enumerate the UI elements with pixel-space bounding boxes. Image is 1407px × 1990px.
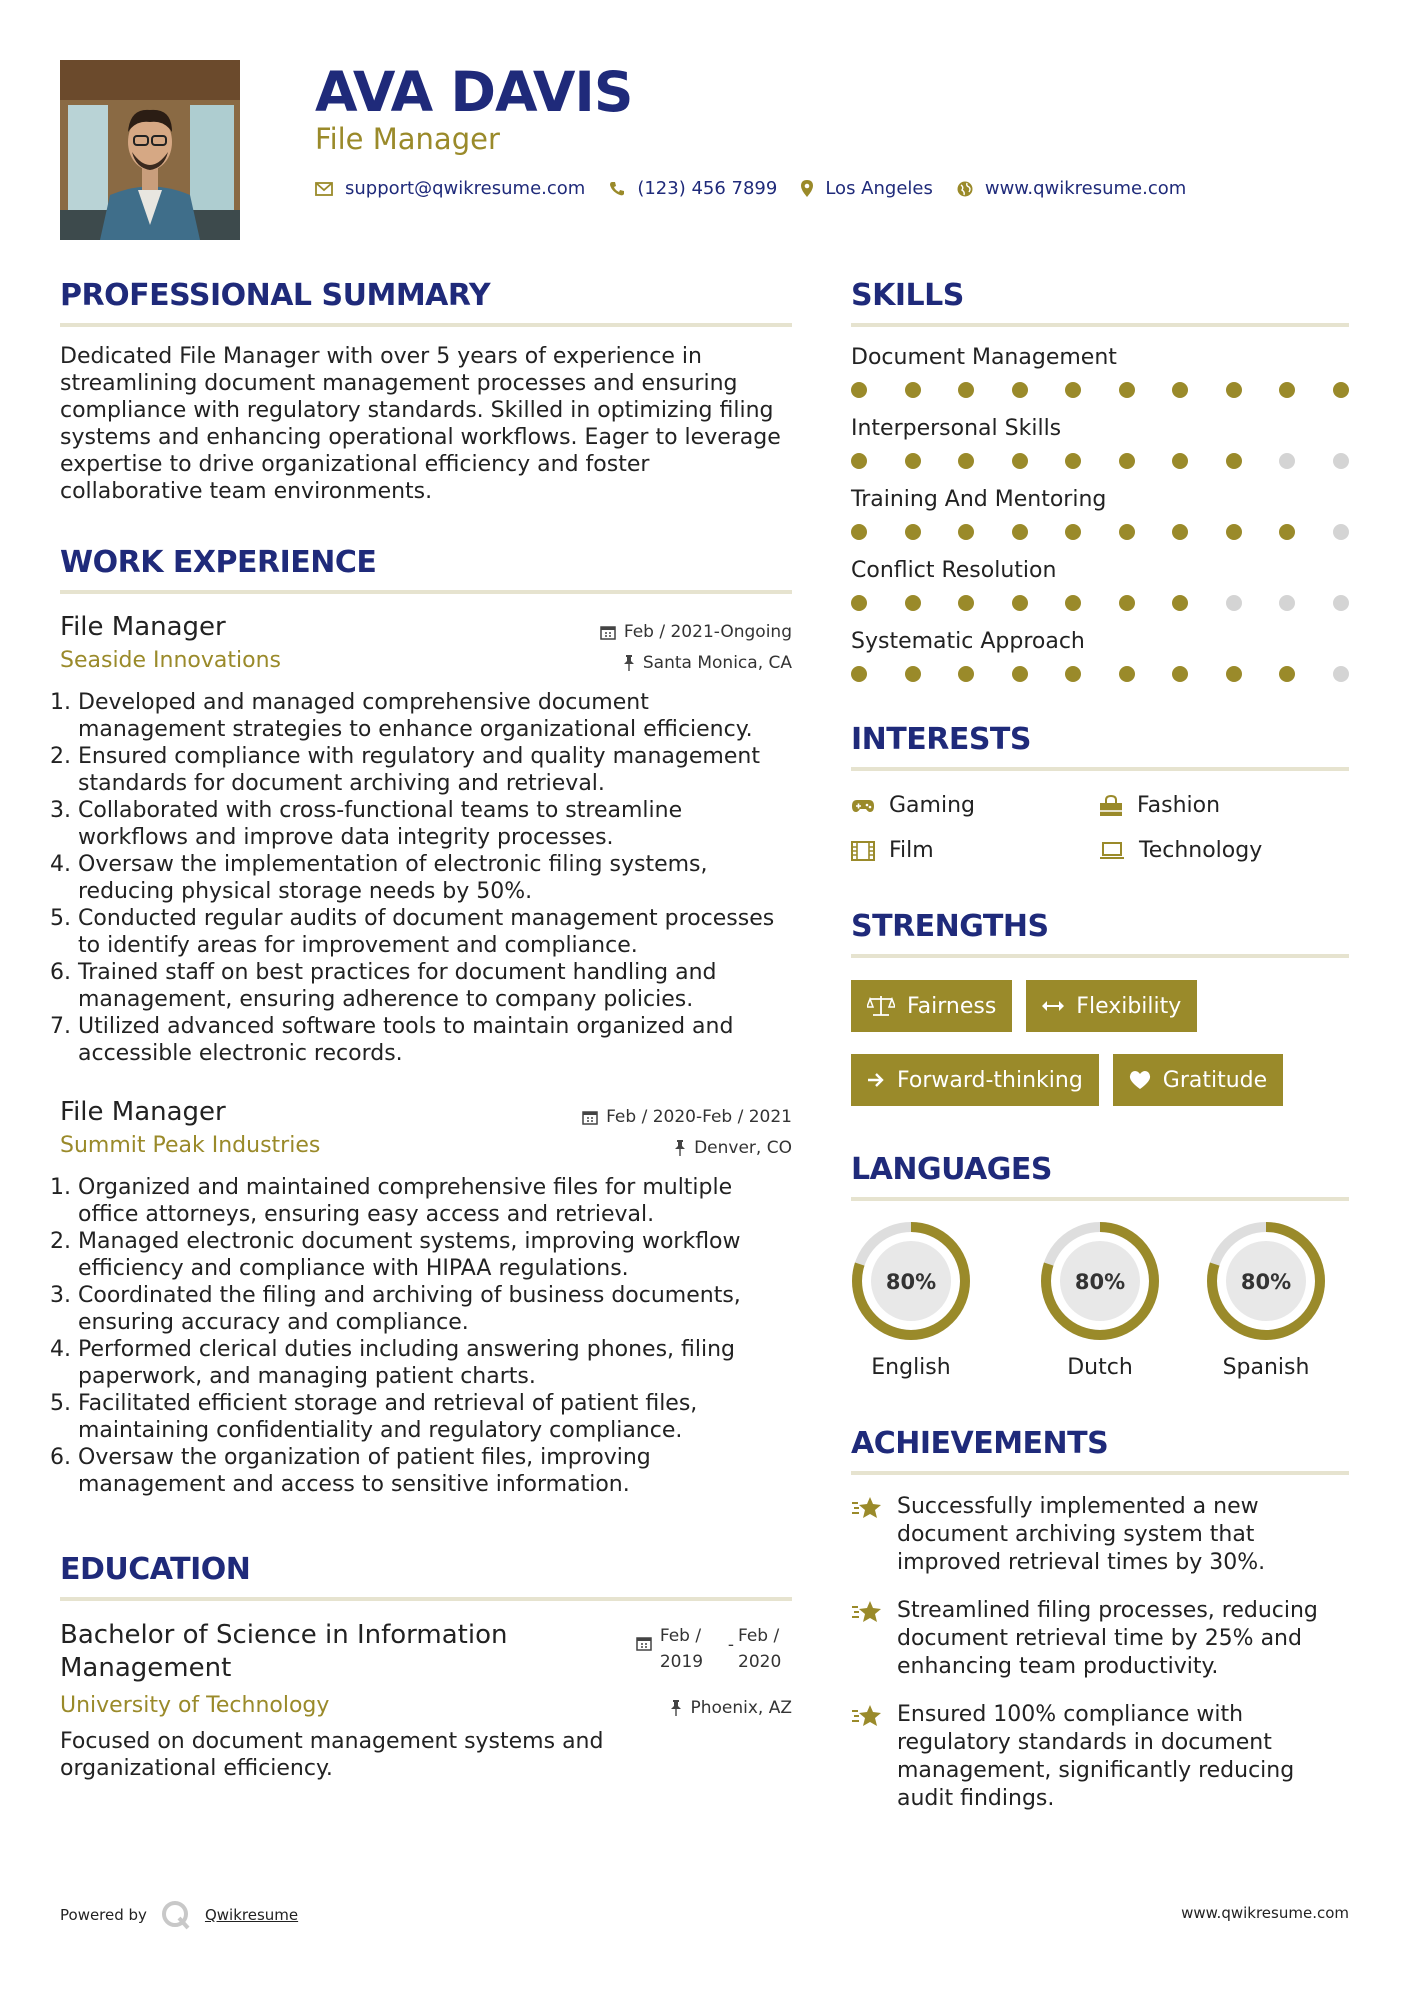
rating-dot-filled [1172, 453, 1188, 469]
language-ring [1040, 1221, 1160, 1341]
rating-dot-filled [1119, 382, 1135, 398]
rating-dot-filled [1119, 524, 1135, 540]
experience-section [60, 545, 792, 1498]
rating-dot-filled [1012, 524, 1028, 540]
rating-dot-filled [1172, 666, 1188, 682]
map-pin-icon [801, 180, 813, 197]
job-location-text: Santa Monica, CA [642, 653, 792, 673]
skills-list [851, 345, 1349, 682]
language-name: Dutch [1067, 1355, 1133, 1380]
skill-item [851, 487, 1349, 540]
laptop-icon [1099, 842, 1125, 860]
job-entry [60, 1097, 792, 1498]
skill-name: Conflict Resolution [851, 558, 1057, 583]
candidate-name: AVA DAVIS [315, 60, 633, 124]
job-date [600, 622, 792, 642]
skill-name: Training And Mentoring [851, 487, 1107, 512]
rating-dot-filled [1012, 595, 1028, 611]
rating-dot-filled [1012, 382, 1028, 398]
strengths-section [851, 909, 1349, 1106]
job-location [674, 1138, 792, 1158]
language-item [1183, 1221, 1349, 1380]
list-item: 7. Utilized advanced software tools to maintain organized and accessible electronic records. [78, 1013, 792, 1067]
strengths-heading: STRENGTHS [851, 909, 1049, 944]
qwikresume-logo-icon [161, 1900, 191, 1930]
rating-dot-filled [905, 524, 921, 540]
language-percent: 80% [1074, 1270, 1126, 1294]
skill-rating [851, 382, 1349, 398]
arrow-right-icon [867, 1072, 885, 1088]
rating-dot-empty [1279, 595, 1295, 611]
achievements-heading: ACHIEVEMENTS [851, 1426, 1109, 1461]
strength-chip [851, 980, 1012, 1032]
list-item: 3. Collaborated with cross-functional teams to streamline workflows and improve data integrity processes. [78, 797, 792, 851]
skill-rating [851, 595, 1349, 611]
strengths-list [851, 980, 1349, 1106]
pushpin-icon [670, 1700, 682, 1716]
shopping-bag-icon [1099, 795, 1123, 817]
rating-dot-filled [1119, 666, 1135, 682]
achievement-item [851, 1597, 1349, 1681]
skills-section [851, 278, 1349, 682]
language-ring [1206, 1221, 1326, 1341]
shooting-star-icon [851, 1599, 883, 1625]
rating-dot-filled [851, 524, 867, 540]
section-divider [60, 590, 792, 594]
skill-rating [851, 524, 1349, 540]
interest-item [1099, 838, 1349, 863]
language-name: Spanish [1222, 1355, 1310, 1380]
strength-chip [851, 1054, 1099, 1106]
phone-icon [609, 181, 625, 197]
company-name: Seaside Innovations [60, 648, 281, 673]
list-item: 3. Coordinated the filing and archiving of business documents, ensuring accuracy and compliance. [78, 1282, 792, 1336]
envelope-icon [315, 182, 333, 196]
right-column [851, 278, 1349, 1813]
interest-item [851, 793, 1099, 818]
rating-dot-filled [1012, 453, 1028, 469]
rating-dot-filled [1065, 524, 1081, 540]
interests-section [851, 722, 1349, 863]
list-item: 5. Conducted regular audits of document management processes to identify areas for improvement and compliance. [78, 905, 792, 959]
language-item [1017, 1221, 1183, 1380]
interest-label: Gaming [889, 793, 975, 818]
strength-label: Fairness [907, 993, 997, 1019]
scale-icon [867, 995, 895, 1017]
experience-heading: WORK EXPERIENCE [60, 545, 377, 580]
profile-photo [60, 60, 240, 240]
section-divider [851, 767, 1349, 771]
rating-dot-filled [1119, 595, 1135, 611]
list-item: 1. Organized and maintained comprehensive files for multiple office attorneys, ensuring easy access and retrieval. [78, 1174, 792, 1228]
skill-name: Systematic Approach [851, 629, 1085, 654]
calendar-icon [582, 1109, 598, 1125]
job-location-text: Denver, CO [694, 1138, 792, 1158]
section-divider [60, 1597, 792, 1601]
footer-powered-by [60, 1900, 298, 1930]
strength-label: Forward-thinking [897, 1067, 1083, 1093]
languages-heading: LANGUAGES [851, 1152, 1052, 1187]
email-link[interactable]: support@qwikresume.com [345, 178, 586, 199]
arrows-horizontal-icon [1042, 1000, 1064, 1012]
website-link[interactable]: www.qwikresume.com [984, 178, 1187, 199]
education-start-date: Feb / 2019 [659, 1626, 704, 1672]
pushpin-icon [623, 655, 635, 671]
section-divider [60, 323, 792, 327]
rating-dot-filled [1172, 595, 1188, 611]
school-location-text: Phoenix, AZ [690, 1698, 792, 1718]
list-item: 1. Developed and managed comprehensive document management strategies to enhance organizational efficiency. [78, 689, 792, 743]
language-percent: 80% [1240, 1270, 1292, 1294]
skill-item [851, 345, 1349, 398]
skills-heading: SKILLS [851, 278, 964, 313]
rating-dot-empty [1226, 595, 1242, 611]
language-percent: 80% [885, 1270, 937, 1294]
section-divider [851, 323, 1349, 327]
shooting-star-icon [851, 1703, 883, 1729]
calendar-icon [600, 624, 616, 640]
rating-dot-filled [851, 382, 867, 398]
rating-dot-filled [1119, 453, 1135, 469]
languages-section [851, 1152, 1349, 1380]
rating-dot-filled [905, 453, 921, 469]
rating-dot-filled [905, 666, 921, 682]
list-item: 4. Performed clerical duties including answering phones, filing paperwork, and managing patient charts. [78, 1336, 792, 1390]
skill-name: Interpersonal Skills [851, 416, 1062, 441]
rating-dot-empty [1333, 666, 1349, 682]
rating-dot-filled [905, 595, 921, 611]
rating-dot-filled [1012, 666, 1028, 682]
skill-name: Document Management [851, 345, 1117, 370]
rating-dot-filled [905, 382, 921, 398]
job-entry [60, 612, 792, 1067]
degree-title: Bachelor of Science in Information Management [60, 1620, 508, 1683]
interest-label: Technology [1139, 838, 1263, 863]
interests-heading: INTERESTS [851, 722, 1031, 757]
pushpin-icon [674, 1140, 686, 1156]
education-end-date: Feb / 2020 [738, 1626, 782, 1672]
phone-text[interactable]: (123) 456 7899 [637, 178, 778, 199]
job-bullets [60, 689, 792, 1067]
interest-item [851, 838, 1099, 863]
languages-list [851, 1221, 1349, 1380]
rating-dot-filled [1279, 524, 1295, 540]
rating-dot-filled [851, 595, 867, 611]
rating-dot-filled [851, 666, 867, 682]
rating-dot-filled [1065, 453, 1081, 469]
strength-label: Flexibility [1076, 993, 1182, 1019]
summary-heading: PROFESSIONAL SUMMARY [60, 278, 491, 313]
powered-by-text: Powered by [60, 1906, 147, 1924]
rating-dot-filled [958, 453, 974, 469]
footer-website[interactable]: www.qwikresume.com [1181, 1904, 1349, 1922]
heart-icon [1129, 1071, 1151, 1090]
rating-dot-filled [851, 453, 867, 469]
list-item: 5. Facilitated efficient storage and retrieval of patient files, maintaining confidentiality and regulatory compliance. [78, 1390, 792, 1444]
rating-dot-filled [1065, 382, 1081, 398]
interests-list [851, 793, 1349, 863]
rating-dot-filled [1065, 595, 1081, 611]
strength-label: Gratitude [1162, 1067, 1268, 1093]
list-item: 2. Managed electronic document systems, improving workflow efficiency and compliance with HIPAA regulations. [78, 1228, 792, 1282]
interest-label: Fashion [1137, 793, 1221, 818]
language-name: English [871, 1355, 951, 1380]
shooting-star-icon [851, 1495, 883, 1521]
summary-section [60, 278, 792, 505]
rating-dot-filled [1226, 453, 1242, 469]
strength-chip [1113, 1054, 1283, 1106]
job-date-text: Feb / 2021-Ongoing [623, 622, 792, 642]
rating-dot-empty [1333, 524, 1349, 540]
rating-dot-filled [1226, 382, 1242, 398]
rating-dot-filled [958, 595, 974, 611]
list-item: 2. Ensured compliance with regulatory and quality management standards for document archiving and retrieval. [78, 743, 792, 797]
language-ring [851, 1221, 971, 1341]
brand-link[interactable]: Qwikresume [204, 1906, 299, 1924]
rating-dot-filled [1226, 666, 1242, 682]
job-title: File Manager [60, 612, 226, 642]
job-title: File Manager [60, 1097, 226, 1127]
rating-dot-filled [1279, 666, 1295, 682]
job-bullets [60, 1174, 792, 1498]
location-text: Los Angeles [825, 178, 933, 199]
job-date [582, 1107, 792, 1127]
calendar-icon [636, 1635, 652, 1651]
company-name: Summit Peak Industries [60, 1133, 321, 1158]
job-location [623, 653, 792, 673]
rating-dot-filled [1333, 382, 1349, 398]
interest-label: Film [889, 838, 934, 863]
summary-text: Dedicated File Manager with over 5 years of experience in streamlining document management processes and ensuring compliance with regulatory standards. Skilled in optimizing filing systems and enhancing operational workflows. Eager to leverage expertise to drive organizational efficiency and foster collaborative team environments. [60, 344, 781, 504]
achievement-text: Successfully implemented a new document archiving system that improved retrieval times by 30%. [897, 1494, 1266, 1575]
language-item [851, 1221, 971, 1380]
rating-dot-filled [1172, 382, 1188, 398]
job-date-text: Feb / 2020-Feb / 2021 [606, 1107, 792, 1127]
achievement-text: Streamlined filing processes, reducing document retrieval time by 25% and enhancing team productivity. [897, 1598, 1318, 1679]
date-separator: - [727, 1635, 734, 1655]
education-description: Focused on document management systems and organizational efficiency. [60, 1729, 604, 1781]
list-item: 4. Oversaw the implementation of electronic filing systems, reducing physical storage needs by 50%. [78, 851, 792, 905]
section-divider [851, 954, 1349, 958]
list-item: 6. Oversaw the organization of patient files, improving management and access to sensitive information. [78, 1444, 792, 1498]
skill-item [851, 629, 1349, 682]
skill-item [851, 416, 1349, 469]
rating-dot-filled [958, 666, 974, 682]
achievement-text: Ensured 100% compliance with regulatory standards in document management, significantly reducing audit findings. [897, 1702, 1295, 1811]
rating-dot-empty [1333, 453, 1349, 469]
candidate-role: File Manager [315, 122, 500, 156]
rating-dot-filled [1279, 382, 1295, 398]
rating-dot-filled [1226, 524, 1242, 540]
globe-icon [957, 181, 973, 197]
achievements-section [851, 1426, 1349, 1813]
contact-bar [315, 178, 1210, 199]
strength-chip [1026, 980, 1197, 1032]
rating-dot-filled [1065, 666, 1081, 682]
achievement-item [851, 1701, 1349, 1813]
rating-dot-filled [1172, 524, 1188, 540]
skill-rating [851, 453, 1349, 469]
rating-dot-filled [958, 382, 974, 398]
left-column [60, 278, 792, 1782]
rating-dot-filled [958, 524, 974, 540]
film-icon [851, 841, 875, 861]
section-divider [851, 1471, 1349, 1475]
interest-item [1099, 793, 1349, 818]
skill-item [851, 558, 1349, 611]
achievement-item [851, 1493, 1349, 1577]
section-divider [851, 1197, 1349, 1201]
rating-dot-empty [1333, 595, 1349, 611]
school-location [670, 1698, 792, 1718]
gamepad-icon [851, 798, 875, 814]
school-name: University of Technology [60, 1693, 330, 1718]
rating-dot-empty [1279, 453, 1295, 469]
education-heading: EDUCATION [60, 1552, 251, 1587]
skill-rating [851, 666, 1349, 682]
education-section [60, 1552, 792, 1782]
list-item: 6. Trained staff on best practices for document handling and management, ensuring adherence to company policies. [78, 959, 792, 1013]
education-dates [636, 1623, 792, 1685]
